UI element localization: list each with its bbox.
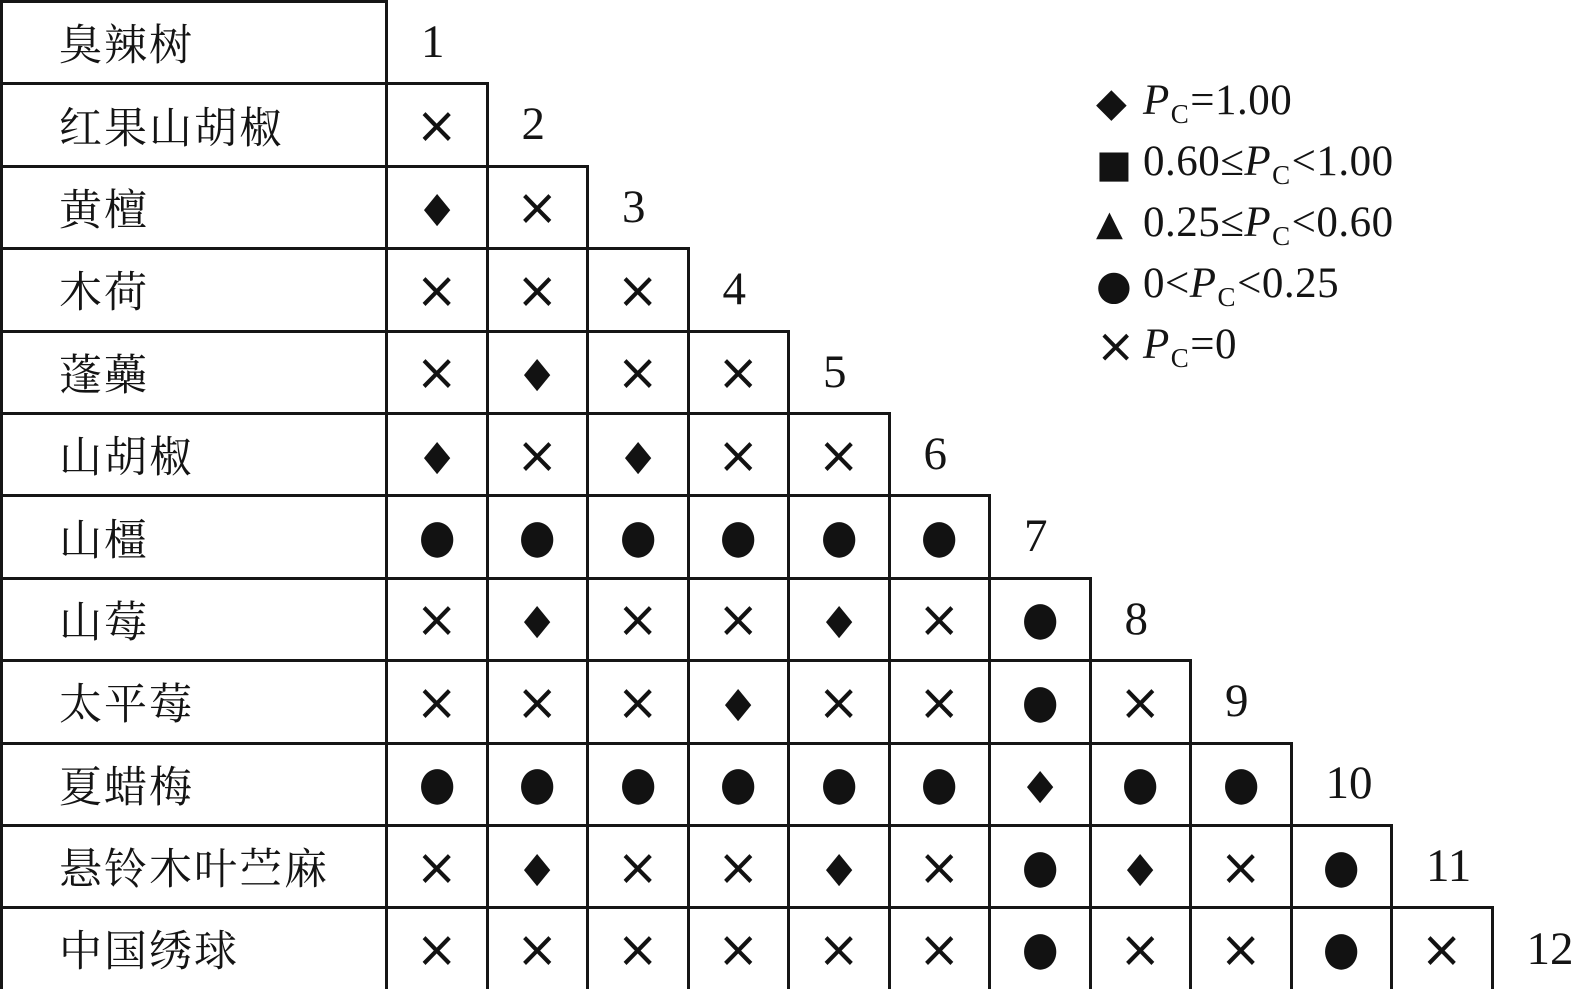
- circle-icon: ●: [1021, 591, 1059, 646]
- row-number: 5: [823, 345, 847, 398]
- matrix-cell: [688, 825, 789, 907]
- x-icon: ×: [1119, 672, 1162, 732]
- legend-item: [1096, 194, 1394, 255]
- table-row: [2, 661, 1575, 743]
- circle-icon: ●: [418, 756, 456, 811]
- matrix-cell: [688, 661, 789, 743]
- matrix-cell: [688, 578, 789, 660]
- matrix-cell: [487, 578, 588, 660]
- matrix-cell: [487, 166, 588, 248]
- x-icon: ×: [817, 919, 860, 979]
- x-icon: ×: [616, 837, 659, 897]
- x-icon: ×: [717, 342, 760, 402]
- species-label: 臭辣树: [2, 2, 387, 84]
- legend-variable-subscript: C: [1170, 98, 1190, 129]
- matrix-cell: [1291, 825, 1392, 907]
- x-icon: ×: [415, 837, 458, 897]
- x-icon: ×: [516, 260, 559, 320]
- circle-icon: ●: [820, 509, 858, 564]
- x-icon: ×: [415, 260, 458, 320]
- diamond-icon: ◆: [423, 429, 450, 479]
- legend-item: [1096, 255, 1394, 316]
- circle-icon: ●: [418, 509, 456, 564]
- species-label: 悬铃木叶苎麻: [2, 825, 387, 907]
- circle-icon: ●: [1096, 261, 1132, 309]
- table-row: [2, 413, 1575, 495]
- legend-range-post: <1.00: [1291, 137, 1394, 185]
- legend-variable-subscript: C: [1170, 342, 1190, 373]
- x-icon: ×: [415, 589, 458, 650]
- matrix-cell: [588, 908, 689, 989]
- matrix-cell: [387, 743, 488, 825]
- matrix-cell: [588, 743, 689, 825]
- x-icon: ×: [516, 672, 559, 732]
- circle-icon: ●: [518, 756, 556, 811]
- legend-range-post: =1.00: [1190, 76, 1293, 124]
- legend-label: [1143, 198, 1394, 252]
- legend-item: [1096, 316, 1394, 377]
- matrix-cell: [387, 578, 488, 660]
- circle-icon: ●: [619, 756, 657, 811]
- table-row: [2, 743, 1575, 825]
- legend-range-pre: 0<: [1143, 259, 1190, 307]
- circle-icon: ●: [1021, 921, 1059, 976]
- legend-label: [1143, 137, 1394, 191]
- diamond-icon: ◆: [423, 182, 450, 232]
- x-icon: ×: [415, 95, 458, 155]
- matrix-cell: [588, 578, 689, 660]
- diamond-icon: ◆: [524, 594, 551, 644]
- circle-icon: ●: [1021, 674, 1059, 729]
- x-icon: ×: [516, 919, 559, 979]
- circle-icon: ●: [719, 509, 757, 564]
- x-icon: ×: [516, 425, 559, 485]
- matrix-cell: [487, 496, 588, 578]
- row-number: 3: [622, 180, 646, 233]
- matrix-cell: [1090, 908, 1191, 989]
- matrix-cell: [889, 825, 990, 907]
- legend-label: [1143, 76, 1292, 130]
- matrix-cell: [789, 578, 890, 660]
- legend-item: [1096, 72, 1394, 133]
- diamond-icon: ◆: [524, 841, 551, 891]
- species-label: 山橿: [2, 496, 387, 578]
- matrix-cell: [387, 84, 488, 166]
- species-label: 木荷: [2, 249, 387, 331]
- matrix-cell: [487, 661, 588, 743]
- matrix-cell: [688, 331, 789, 413]
- row-number: 7: [1024, 510, 1048, 563]
- table-row: [2, 578, 1575, 660]
- legend: [1096, 72, 1394, 377]
- legend-variable: P: [1143, 320, 1170, 368]
- x-icon: ×: [415, 342, 458, 402]
- empty-area: [1492, 825, 1575, 907]
- table-row: [2, 825, 1575, 907]
- diamond-icon: ◆: [825, 594, 852, 644]
- circle-icon: ●: [619, 509, 657, 564]
- x-icon: ×: [616, 919, 659, 979]
- x-icon: ×: [717, 589, 760, 650]
- species-label: 夏蜡梅: [2, 743, 387, 825]
- x-icon: ×: [616, 589, 659, 650]
- matrix-cell: [990, 825, 1091, 907]
- matrix-cell: [487, 331, 588, 413]
- species-label: 红果山胡椒: [2, 84, 387, 166]
- x-icon: ×: [918, 589, 961, 650]
- empty-area: [487, 2, 1575, 84]
- row-number: 1: [421, 15, 445, 68]
- diamond-icon: ◆: [725, 676, 752, 726]
- x-icon: ×: [918, 919, 961, 979]
- row-number: 2: [521, 98, 545, 151]
- x-icon: ×: [616, 260, 659, 320]
- legend-label: [1143, 259, 1339, 313]
- species-label: 山胡椒: [2, 413, 387, 495]
- matrix-cell: [1291, 908, 1392, 989]
- matrix-cell: [889, 578, 990, 660]
- circle-icon: ●: [1121, 756, 1159, 811]
- species-label: 蓬蘽: [2, 331, 387, 413]
- circle-icon: ●: [518, 509, 556, 564]
- circle-icon: ●: [1021, 839, 1059, 894]
- x-icon: ×: [616, 342, 659, 402]
- matrix-cell: [688, 496, 789, 578]
- table-row: [2, 496, 1575, 578]
- legend-label: [1143, 320, 1237, 374]
- legend-range-post: <0.60: [1291, 198, 1394, 246]
- circle-icon: ●: [920, 509, 958, 564]
- circle-icon: ●: [920, 756, 958, 811]
- x-icon: ×: [1219, 837, 1262, 897]
- matrix-cell: [487, 825, 588, 907]
- x-icon: ×: [1119, 919, 1162, 979]
- x-icon: ×: [817, 672, 860, 732]
- matrix-cell: [990, 661, 1091, 743]
- legend-range-post: =0: [1190, 320, 1238, 368]
- matrix-cell: [789, 908, 890, 989]
- matrix-cell: [789, 496, 890, 578]
- legend-variable: P: [1244, 137, 1272, 185]
- matrix-cell: [990, 578, 1091, 660]
- matrix-cell: [1392, 908, 1493, 989]
- empty-area: [588, 79, 1575, 166]
- matrix-cell: [990, 908, 1091, 989]
- matrix-cell: [1090, 661, 1191, 743]
- matrix-cell: [588, 825, 689, 907]
- matrix-cell: [889, 496, 990, 578]
- matrix-cell: [688, 413, 789, 495]
- matrix-cell: [889, 743, 990, 825]
- legend-range-pre: 0.25≤: [1143, 198, 1245, 246]
- x-icon: ×: [717, 919, 760, 979]
- x-icon: ×: [918, 837, 961, 897]
- legend-item: [1096, 133, 1394, 194]
- row-number: 4: [722, 263, 746, 316]
- x-icon: ×: [616, 672, 659, 732]
- x-icon: ×: [415, 672, 458, 732]
- empty-area: [1291, 661, 1575, 743]
- x-icon: ×: [1219, 919, 1262, 979]
- table-row: [2, 908, 1575, 989]
- species-label: 中国绣球: [2, 908, 387, 989]
- species-label: 黄檀: [2, 166, 387, 248]
- circle-icon: ●: [1322, 839, 1360, 894]
- diamond-icon: ◆: [524, 347, 551, 397]
- matrix-cell: [387, 166, 488, 248]
- matrix-cell: [487, 743, 588, 825]
- circle-icon: ●: [1222, 756, 1260, 811]
- matrix-cell: [487, 249, 588, 331]
- row-number: 6: [923, 427, 947, 480]
- matrix-cell: [990, 743, 1091, 825]
- empty-area: [1392, 743, 1575, 825]
- matrix-cell: [789, 413, 890, 495]
- matrix-cell: [387, 908, 488, 989]
- matrix-cell: [588, 331, 689, 413]
- legend-variable-subscript: C: [1217, 281, 1237, 312]
- legend-variable-subscript: C: [1272, 159, 1291, 190]
- diamond-icon: ◆: [1127, 841, 1154, 891]
- matrix-cell: [387, 661, 488, 743]
- matrix-cell: [1090, 743, 1191, 825]
- diamond-icon: ◆: [1096, 79, 1127, 126]
- empty-area: [1090, 496, 1575, 578]
- species-label: 山莓: [2, 578, 387, 660]
- matrix-cell: [387, 825, 488, 907]
- row-number: 10: [1325, 757, 1373, 810]
- matrix-cell: [387, 496, 488, 578]
- triangle-icon: ▲: [1096, 204, 1123, 244]
- empty-area: [990, 413, 1575, 495]
- matrix-cell: [387, 249, 488, 331]
- diamond-icon: ◆: [624, 429, 651, 479]
- legend-variable: P: [1143, 76, 1170, 124]
- matrix-cell: [889, 661, 990, 743]
- legend-range-post: <0.25: [1237, 259, 1340, 307]
- circle-icon: ●: [1322, 921, 1360, 976]
- matrix-cell: [487, 908, 588, 989]
- x-icon: ×: [1096, 319, 1136, 374]
- matrix-cell: [1191, 908, 1292, 989]
- row-number: 8: [1124, 592, 1148, 645]
- matrix-cell: [387, 331, 488, 413]
- matrix-cell: [588, 413, 689, 495]
- diamond-icon: ◆: [825, 841, 852, 891]
- diamond-icon: ◆: [1026, 759, 1053, 809]
- matrix-cell: [789, 743, 890, 825]
- matrix-cell: [588, 249, 689, 331]
- x-icon: ×: [918, 672, 961, 732]
- legend-range-pre: 0.60≤: [1143, 137, 1245, 185]
- row-number: 12: [1526, 922, 1574, 975]
- matrix-cell: [588, 496, 689, 578]
- matrix-cell: [889, 908, 990, 989]
- x-icon: ×: [1420, 919, 1463, 979]
- x-icon: ×: [415, 919, 458, 979]
- matrix-cell: [387, 413, 488, 495]
- circle-icon: ●: [820, 756, 858, 811]
- matrix-cell: [688, 743, 789, 825]
- legend-variable: P: [1189, 259, 1217, 307]
- legend-variable: P: [1244, 198, 1272, 246]
- matrix-cell: [1090, 825, 1191, 907]
- x-icon: ×: [717, 837, 760, 897]
- row-number: 9: [1225, 675, 1249, 728]
- x-icon: ×: [817, 425, 860, 485]
- matrix-cell: [1191, 743, 1292, 825]
- legend-variable-subscript: C: [1272, 220, 1291, 251]
- circle-icon: ●: [719, 756, 757, 811]
- square-icon: ■: [1096, 141, 1132, 186]
- empty-area: [1191, 578, 1575, 660]
- x-icon: ×: [717, 425, 760, 485]
- matrix-cell: [688, 908, 789, 989]
- x-icon: ×: [516, 177, 559, 238]
- species-label: 太平莓: [2, 661, 387, 743]
- matrix-cell: [789, 825, 890, 907]
- matrix-cell: [588, 661, 689, 743]
- row-number: 11: [1426, 839, 1472, 892]
- matrix-cell: [789, 661, 890, 743]
- matrix-cell: [1191, 825, 1292, 907]
- matrix-cell: [487, 413, 588, 495]
